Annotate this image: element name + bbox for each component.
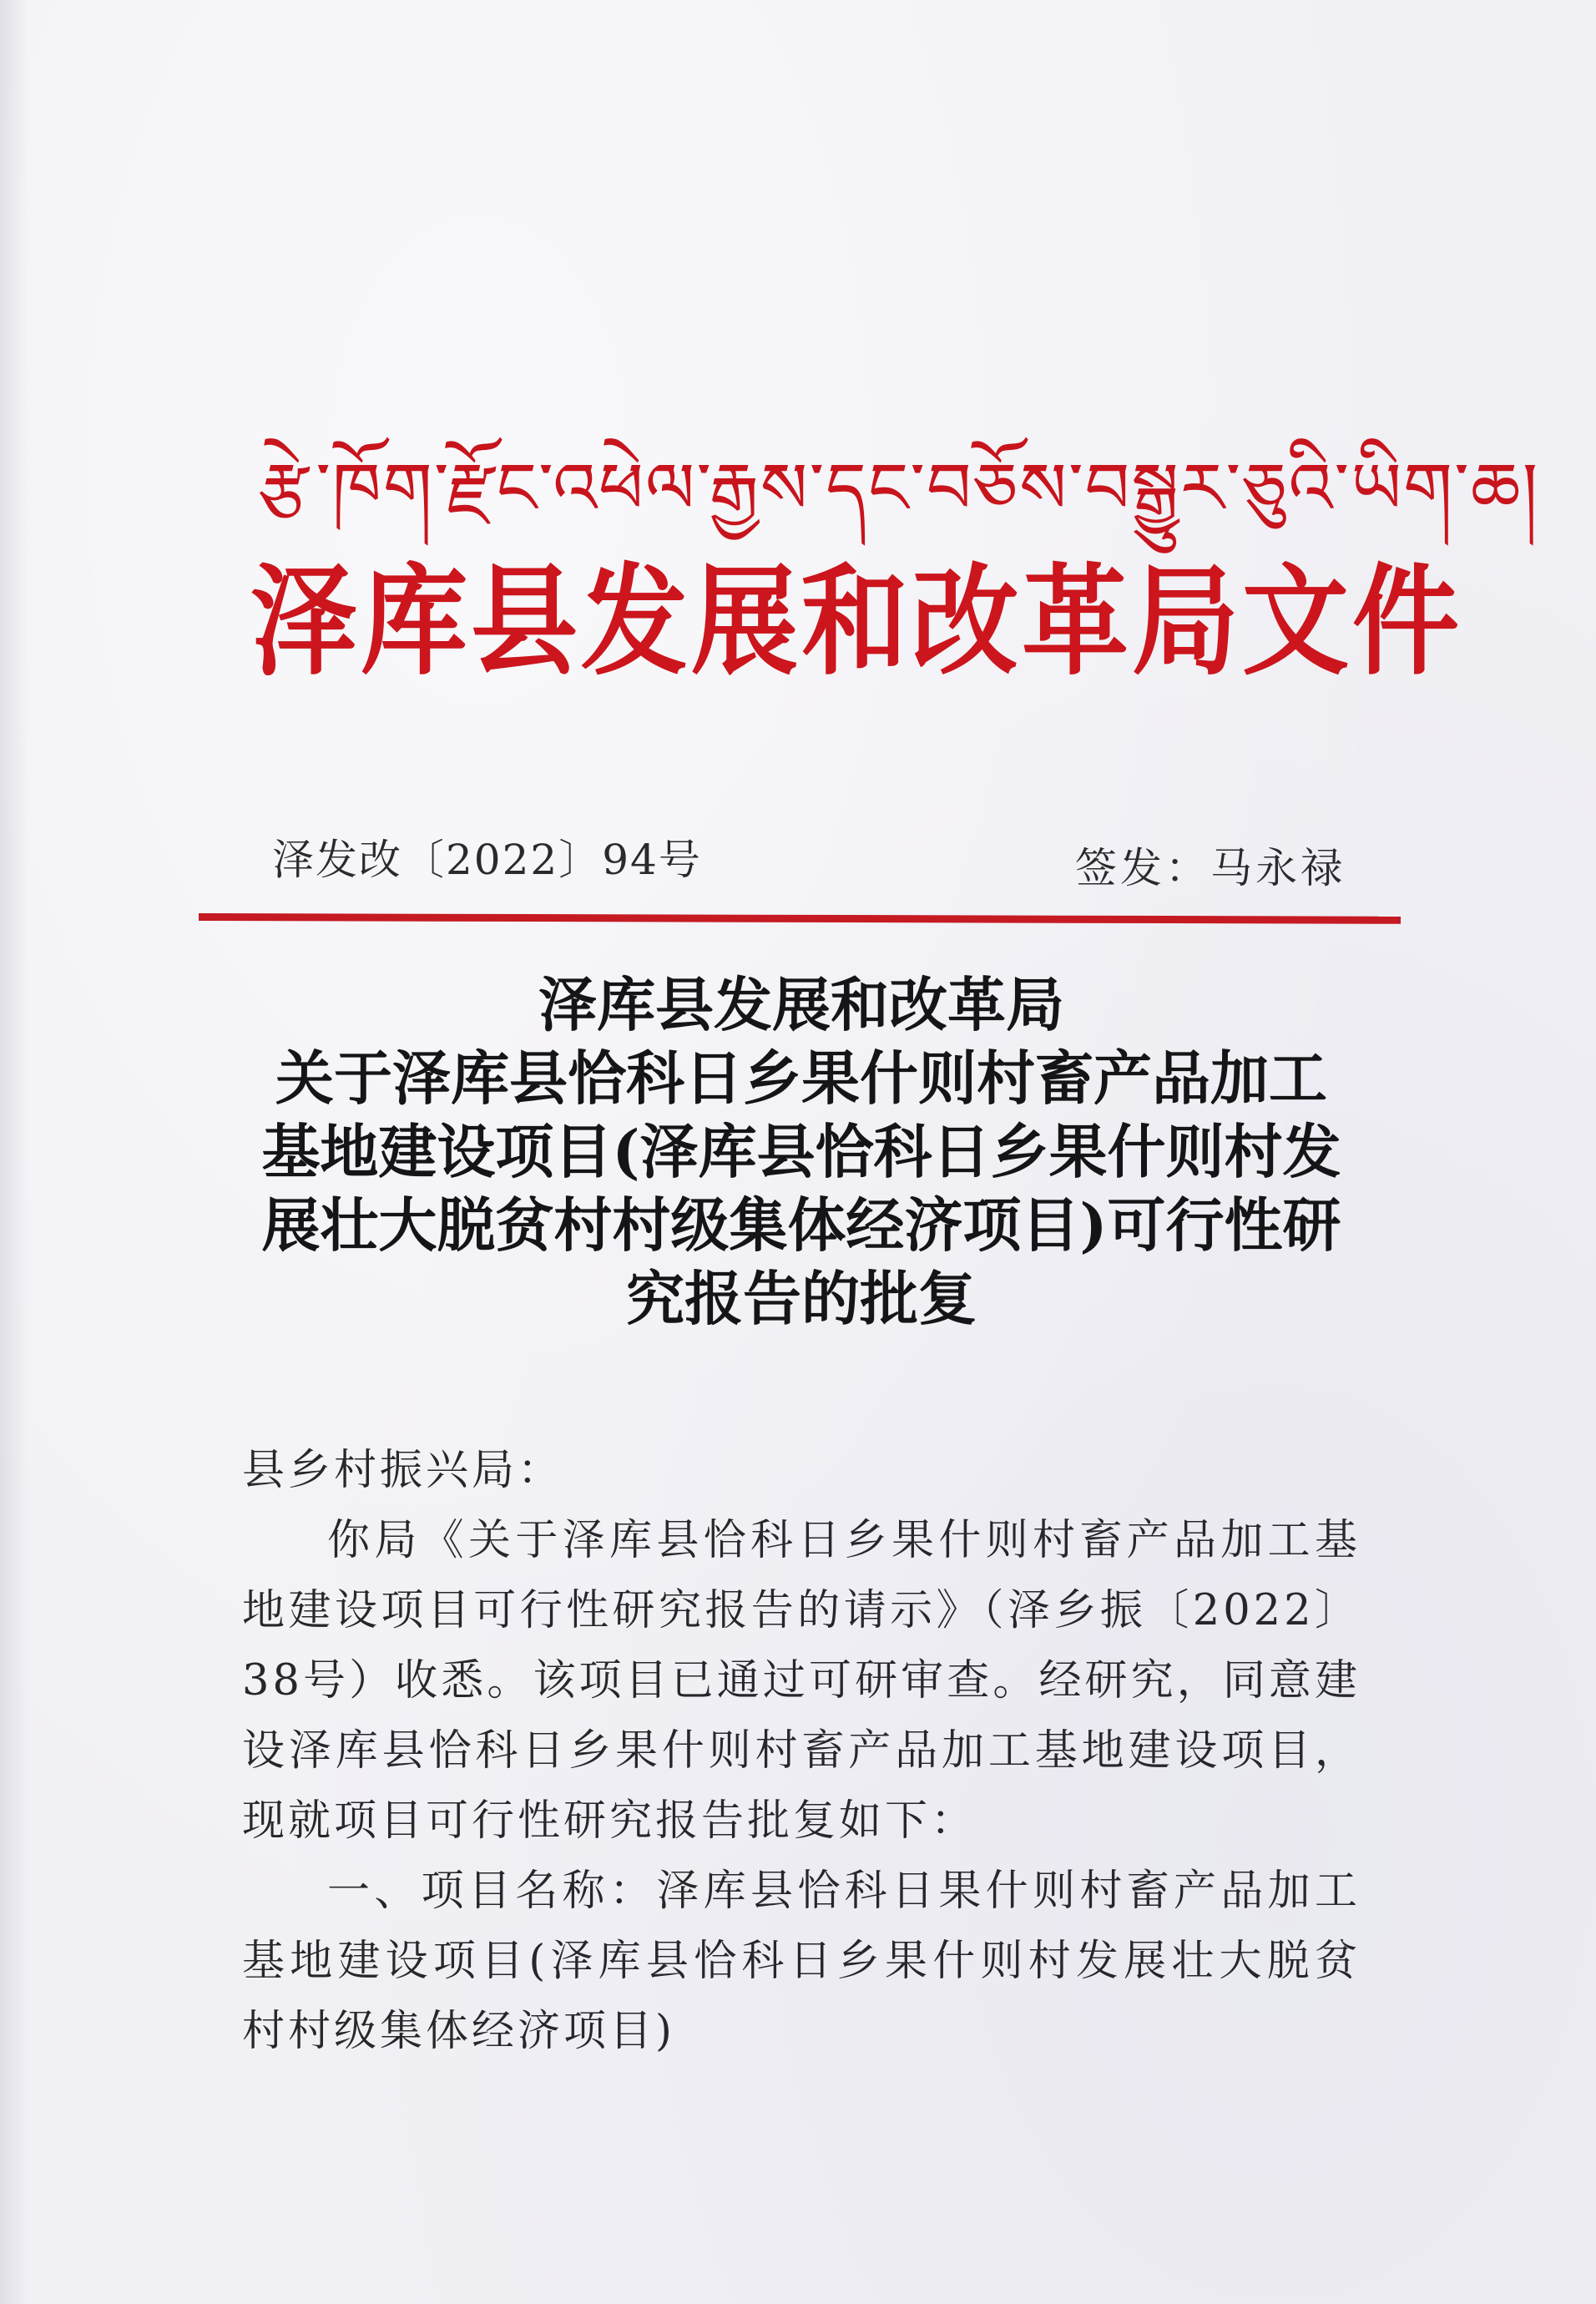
document-body	[242, 1436, 1361, 2067]
title-line: 究报告的批复	[626, 1264, 977, 1333]
title-line: 泽库县发展和改革局	[538, 970, 1064, 1039]
document-number: 泽发改〔2022〕94号	[272, 836, 702, 884]
page-edge-shadow	[0, 0, 28, 2304]
signer-line: 签发：马永禄	[1075, 844, 1346, 892]
title-line: 关于泽库县恰科日乡果什则村畜产品加工	[275, 1043, 1327, 1113]
red-header-title: 泽库县发展和改革局文件	[250, 552, 1463, 692]
addressee: 县乡村振兴局：	[242, 1446, 564, 1495]
body-paragraph: 你局《关于泽库县恰科日乡果什则村畜产品加工基地建设项目可行性研究报告的请示》（泽乡振〔2022〕38号）收悉。该项目已通过可研审查。经研究，同意建设泽库县恰科日乡果什则村畜产品加工基地建设项目，现就项目可行性研究报告批复如下：	[242, 1516, 1361, 1846]
title-line: 基地建设项目(泽库县恰科日乡果什则村发	[261, 1117, 1341, 1186]
body-paragraph: 一、项目名称：泽库县恰科日果什则村畜产品加工基地建设项目(泽库县恰科日乡果什则村发展壮大脱贫村村级集体经济项目)	[242, 1867, 1361, 2056]
red-divider-line	[199, 913, 1401, 924]
tibetan-header: རྩེ་ཁོག་རྫོང་འཕེལ་རྒྱས་དང་བཅོས་བསྒྱུར་ཅུའི་ཡིག་ཆ།	[259, 447, 1540, 529]
document-title	[209, 968, 1394, 1336]
title-line: 展壮大脱贫村村级集体经济项目)可行性研	[261, 1190, 1341, 1260]
